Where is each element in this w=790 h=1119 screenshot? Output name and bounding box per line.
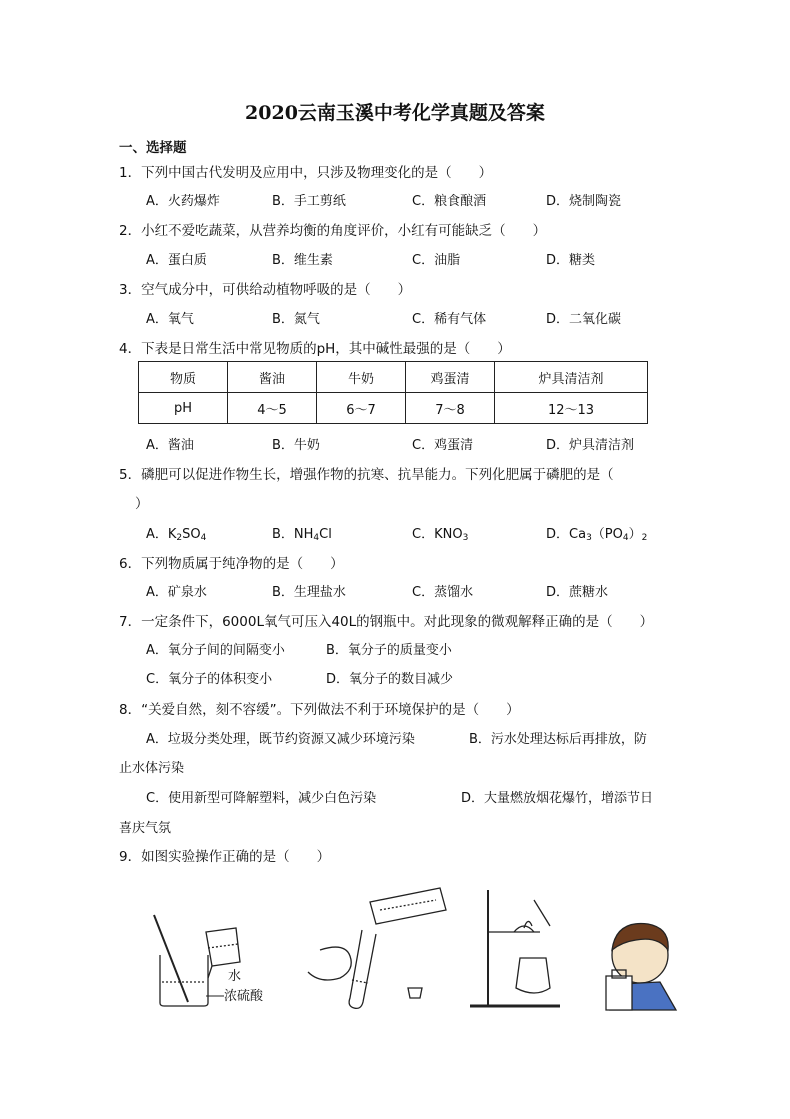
question-5-continued: ） [135, 496, 149, 512]
q1-option-d[interactable]: D．烧制陶瓷 [546, 194, 622, 209]
table-cell: 6～7 [317, 393, 406, 424]
q5-option-b[interactable] [272, 526, 332, 547]
table-cell: 炉具清洁剂 [495, 362, 648, 393]
q7-option-c[interactable]: C．氧分子的体积变小 [146, 672, 273, 687]
q3-option-c[interactable]: C．稀有气体 [412, 312, 487, 327]
q4-option-b[interactable]: B．牛奶 [272, 438, 320, 453]
q5-d-text: ） [628, 527, 642, 542]
q5-d-subscript: 3 [586, 533, 592, 543]
table-cell: 鸡蛋清 [406, 362, 495, 393]
q6-option-b[interactable]: B．生理盐水 [272, 585, 346, 600]
table-cell: 12～13 [495, 393, 648, 424]
q4-option-a[interactable]: A．酱油 [146, 438, 194, 453]
figure-smelling[interactable] [606, 924, 676, 1010]
q1-option-a[interactable]: A．火药爆炸 [146, 194, 220, 209]
q8-option-d-continued: 喜庆气氛 [119, 821, 172, 836]
ph-table [138, 361, 648, 424]
q6-option-d[interactable]: D．蔗糖水 [546, 585, 609, 600]
question-6: 6．下列物质属于纯净物的是（ ） [119, 556, 344, 572]
question-8: 8．“关爱自然，刻不容缓”。下列做法不利于环境保护的是（ ） [119, 702, 520, 718]
table-cell: 物质 [139, 362, 228, 393]
table-header-row [139, 362, 648, 393]
label-concentrated-acid: 浓硫酸 [224, 989, 264, 1004]
q5-d-subscript: 2 [641, 533, 648, 543]
section-heading: 一、选择题 [119, 140, 187, 156]
table-cell: 牛奶 [317, 362, 406, 393]
experiment-figures [140, 880, 700, 1020]
q3-option-b[interactable]: B．氮气 [272, 312, 320, 327]
q3-option-d[interactable]: D．二氧化碳 [546, 312, 622, 327]
q5-a-subscript: 2 [176, 533, 183, 543]
q5-d-text: （PO [591, 527, 623, 542]
q5-d-text: D．Ca [546, 527, 587, 542]
question-9: 9．如图实验操作正确的是（ ） [119, 849, 331, 865]
q4-option-c[interactable]: C．鸡蛋清 [412, 438, 474, 453]
q7-option-d[interactable]: D．氧分子的数目减少 [326, 672, 454, 687]
q8-option-a[interactable]: A．垃圾分类处理，既节约资源又减少环境污染 [146, 732, 415, 747]
q5-option-a[interactable] [146, 526, 206, 547]
q5-b-text: B．NH [272, 527, 314, 542]
q7-option-a[interactable]: A．氧分子间的间隔变小 [146, 643, 285, 658]
label-water: 水 [228, 969, 242, 984]
question-5: 5．磷肥可以促进作物生长，增强作物的抗寒、抗旱能力。下列化肥属于磷肥的是（ [119, 467, 614, 483]
q8-option-b-continued: 止水体污染 [119, 761, 185, 776]
q4-option-d[interactable]: D．炉具清洁剂 [546, 438, 635, 453]
table-cell: 7～8 [406, 393, 495, 424]
q3-option-a[interactable]: A．氧气 [146, 312, 194, 327]
q7-option-b[interactable]: B．氧分子的质量变小 [326, 643, 452, 658]
table-cell: pH [139, 393, 228, 424]
q5-d-subscript: 4 [622, 533, 629, 543]
q1-option-c[interactable]: C．粮食酿酒 [412, 194, 487, 209]
figure-heating[interactable] [470, 890, 560, 1006]
q5-b-subscript: 4 [313, 533, 320, 543]
question-3: 3．空气成分中，可供给动植物呼吸的是（ ） [119, 282, 412, 298]
q2-option-a[interactable]: A．蛋白质 [146, 253, 207, 268]
q5-a-subscript: 4 [200, 533, 207, 543]
q2-option-c[interactable]: C．油脂 [412, 253, 461, 268]
q5-a-text: SO [182, 527, 201, 542]
q5-b-text: Cl [319, 527, 332, 542]
q2-option-b[interactable]: B．维生素 [272, 253, 333, 268]
q5-option-c[interactable] [412, 526, 468, 547]
q8-option-c[interactable]: C．使用新型可降解塑料，减少白色污染 [146, 791, 377, 806]
q5-a-text: A．K [146, 527, 177, 542]
q2-option-d[interactable]: D．糖类 [546, 253, 596, 268]
q1-option-b[interactable]: B．手工剪纸 [272, 194, 346, 209]
question-2: 2．小红不爱吃蔬菜，从营养均衡的角度评价，小红有可能缺乏（ ） [119, 223, 547, 239]
question-1: 1．下列中国古代发明及应用中，只涉及物理变化的是（ ） [119, 165, 493, 181]
table-cell: 酱油 [228, 362, 317, 393]
table-row [139, 393, 648, 424]
q6-option-a[interactable]: A．矿泉水 [146, 585, 207, 600]
q8-option-b[interactable]: B．污水处理达标后再排放，防 [469, 732, 647, 747]
q5-c-subscript: 3 [462, 533, 469, 543]
figure-pouring[interactable] [308, 888, 446, 1008]
q5-option-d[interactable] [546, 526, 647, 547]
page-title: 2020云南玉溪中考化学真题及答案 [245, 102, 545, 124]
q6-option-c[interactable]: C．蒸馏水 [412, 585, 474, 600]
q8-option-d[interactable]: D．大量燃放烟花爆竹，增添节日 [461, 791, 654, 806]
question-4: 4．下表是日常生活中常见物质的pH，其中碱性最强的是（ ） [119, 341, 511, 357]
q5-c-text: C．KNO [412, 527, 463, 542]
table-cell: 4～5 [228, 393, 317, 424]
question-7: 7．一定条件下，6000L氧气可压入40L的钢瓶中。对此现象的微观解释正确的是（ ） [119, 614, 654, 630]
